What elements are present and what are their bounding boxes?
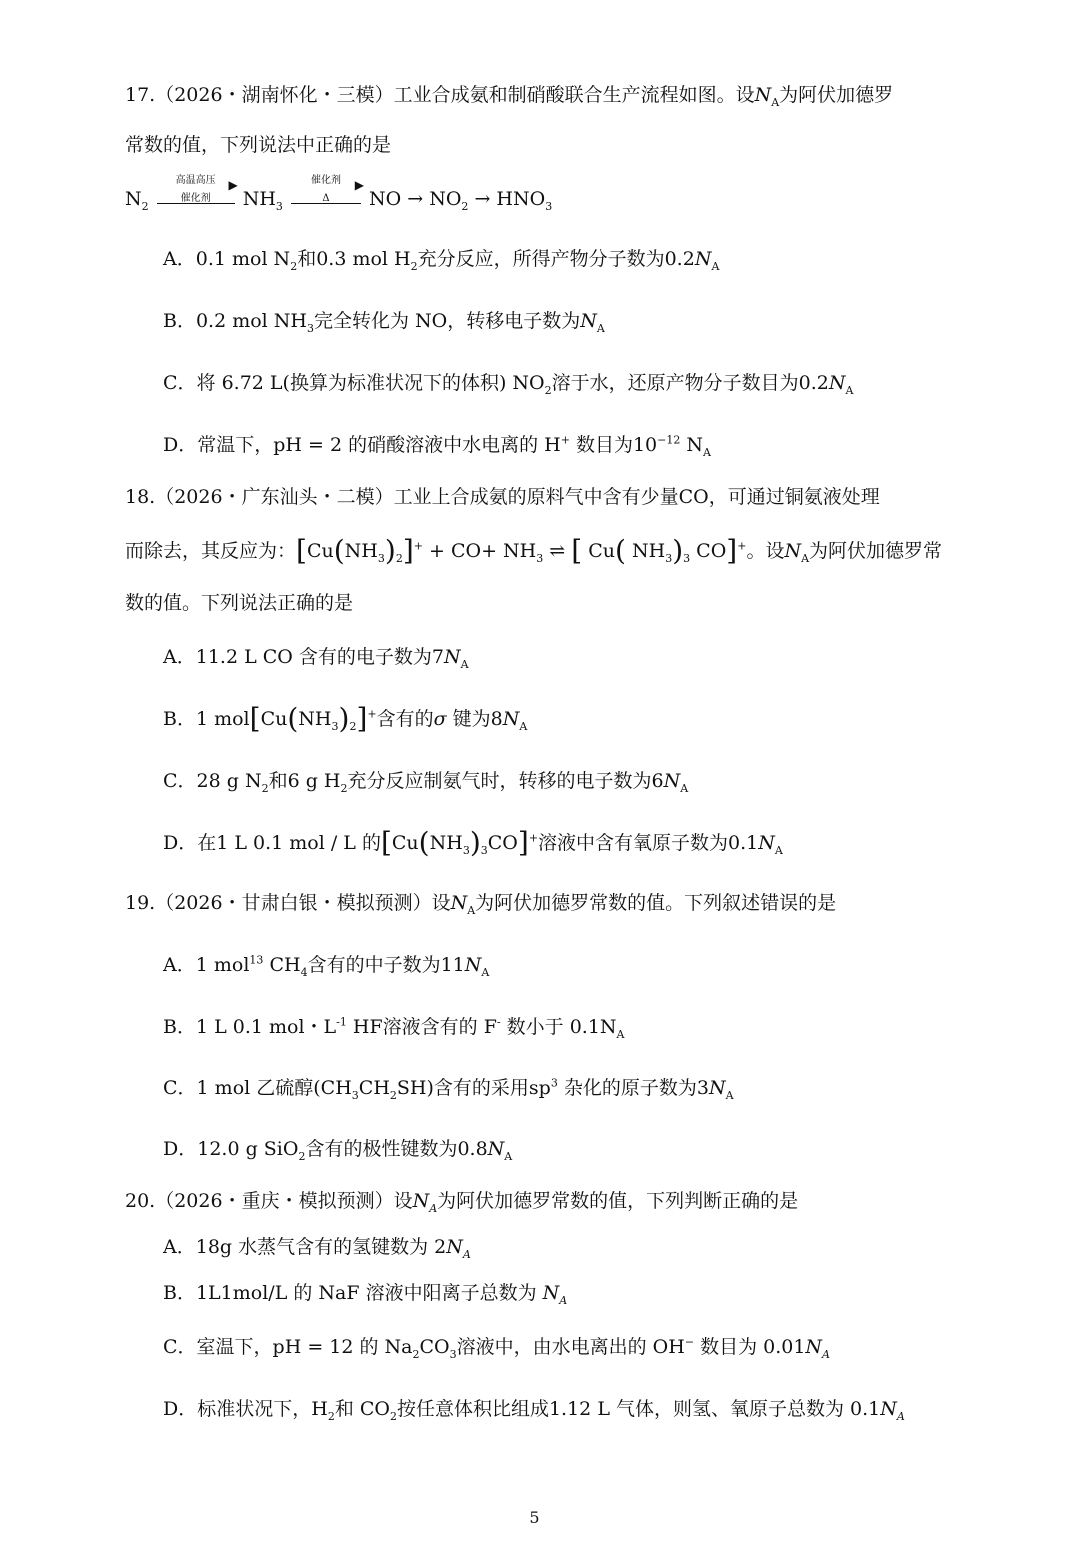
q18-option-b[interactable]: B．1 $mol[Cu(NH_3)_2]^+$含有的σ 键为$8N_A$ [163,702,528,735]
page-number: 5 [529,1508,540,1527]
q17-stem-line1: 17.（2026・湖南怀化・三模）工业合成氨和制硝酸联合生产流程如图。设$N_A$为阿伏加德罗 [125,84,894,109]
q18-number: 18. [125,486,156,508]
q18-stem-line2: 而除去，其反应为：$[Cu(NH_3)_2]^+ + CO+ NH_3$ ⇌ [ Cu( $NH_3)_3$ CO]+。设$N_A$为阿伏加德罗常 [125,534,943,567]
q20-option-d[interactable]: D．标准状况下，$H_2$和 $CO_2$按任意体积比组成1.12 L 气体，则氢、氧原子总数为 $0.1N_A$ [163,1398,905,1423]
q20-stem-line1: 20.（2026・重庆・模拟预测）设$N_A$为阿伏加德罗常数的值，下列判断正确的是 [125,1190,799,1215]
q19-option-c[interactable]: C．1 mol 乙硫醇$(CH_3CH_2SH)$含有的采用$sp^3$ 杂化的原子数为$3N_A$ [163,1076,734,1102]
q17-option-a[interactable]: A．0.1 mol $N_2$和0.3 mol $H_2$充分反应，所得产物分子数为$0.2N_A$ [163,248,720,273]
q18-stem-line1: 18.（2026・广东汕头・二模）工业上合成氨的原料气中含有少量CO，可通过铜氨液处理 [125,486,880,508]
q18-option-c[interactable]: C．28 g $N_2$和6 g $H_2$充分反应制氨气时，转移的电子数为$6N_A$ [163,770,689,795]
q17-arrow-2: 催化剂 ▶ Δ [291,187,361,213]
q19-source: （2026・甘肃白银・模拟预测） [155,892,432,914]
q18-source: （2026・广东汕头・二模） [155,486,394,508]
q17-stem-line2: 常数的值，下列说法中正确的是 [125,134,392,156]
q17-flow-diagram: $N_2$ 高温高压 ▶ 催化剂 $NH_3$ 催化剂 ▶ Δ NO → $NO_2 \to HNO_3$ [125,175,553,213]
q19-number: 19. [125,892,156,914]
q20-option-a[interactable]: A．18g 水蒸气含有的氢键数为 $2N_A$ [163,1236,471,1261]
q20-option-c[interactable]: C．室温下，pH = 12 的 $Na_2CO_3$溶液中，由水电离出的 OH− 数目为 $0.01N_A$ [163,1335,830,1361]
q19-stem-line1: 19.（2026・甘肃白银・模拟预测）设$N_A$为阿伏加德罗常数的值。下列叙述错误的是 [125,892,837,917]
q20-option-b[interactable]: B．1L1mol/L 的 NaF 溶液中阳离子总数为 $N_A$ [163,1282,568,1307]
q17-option-b[interactable]: B．0.2 mol $NH_3$完全转化为 NO，转移电子数为$N_A$ [163,310,605,335]
q18-option-d[interactable]: D．在1 L 0.1 mol / L 的$[Cu(NH_3)_3CO]^+$溶液中含有氧原子数为$0.1N_A$ [163,826,783,859]
q18-stem-line3: 数的值。下列说法正确的是 [125,592,354,614]
q20-source: （2026・重庆・模拟预测） [155,1190,394,1212]
q18-option-a[interactable]: A．11.2 L CO 含有的电子数为$7N_A$ [163,646,469,671]
q17-option-d[interactable]: D．常温下，pH = 2 的硝酸溶液中水电离的 H+ 数目为$10^{-12}$ $N_A$ [163,433,711,459]
q17-arrow-1: 高温高压 ▶ 催化剂 [157,187,235,213]
q19-option-b[interactable]: B．1 L 0.1 mol・$L^{-1}$ HF溶液含有的 F- 数小于 $0.1N_A$ [163,1015,625,1041]
q17-number: 17. [125,84,156,106]
q17-option-c[interactable]: C．将 6.72 L(换算为标准状况下的体积) $NO_2$溶于水，还原产物分子数目为$0.2N_A$ [163,372,854,397]
q17-source: （2026・湖南怀化・三模） [155,84,394,106]
q18-reaction-equation: $[Cu(NH_3)_2]^+ + CO+ NH_3$ ⇌ [ Cu( $NH_3)_3$ CO]+ [296,534,747,567]
q20-number: 20. [125,1190,156,1212]
q19-option-d[interactable]: D．12.0 g SiO$_2$含有的极性键数为$0.8N_A$ [163,1138,513,1163]
q19-option-a[interactable]: A．1 mol$^{13}$ $CH_4$含有的中子数为$11N_A$ [163,953,490,979]
